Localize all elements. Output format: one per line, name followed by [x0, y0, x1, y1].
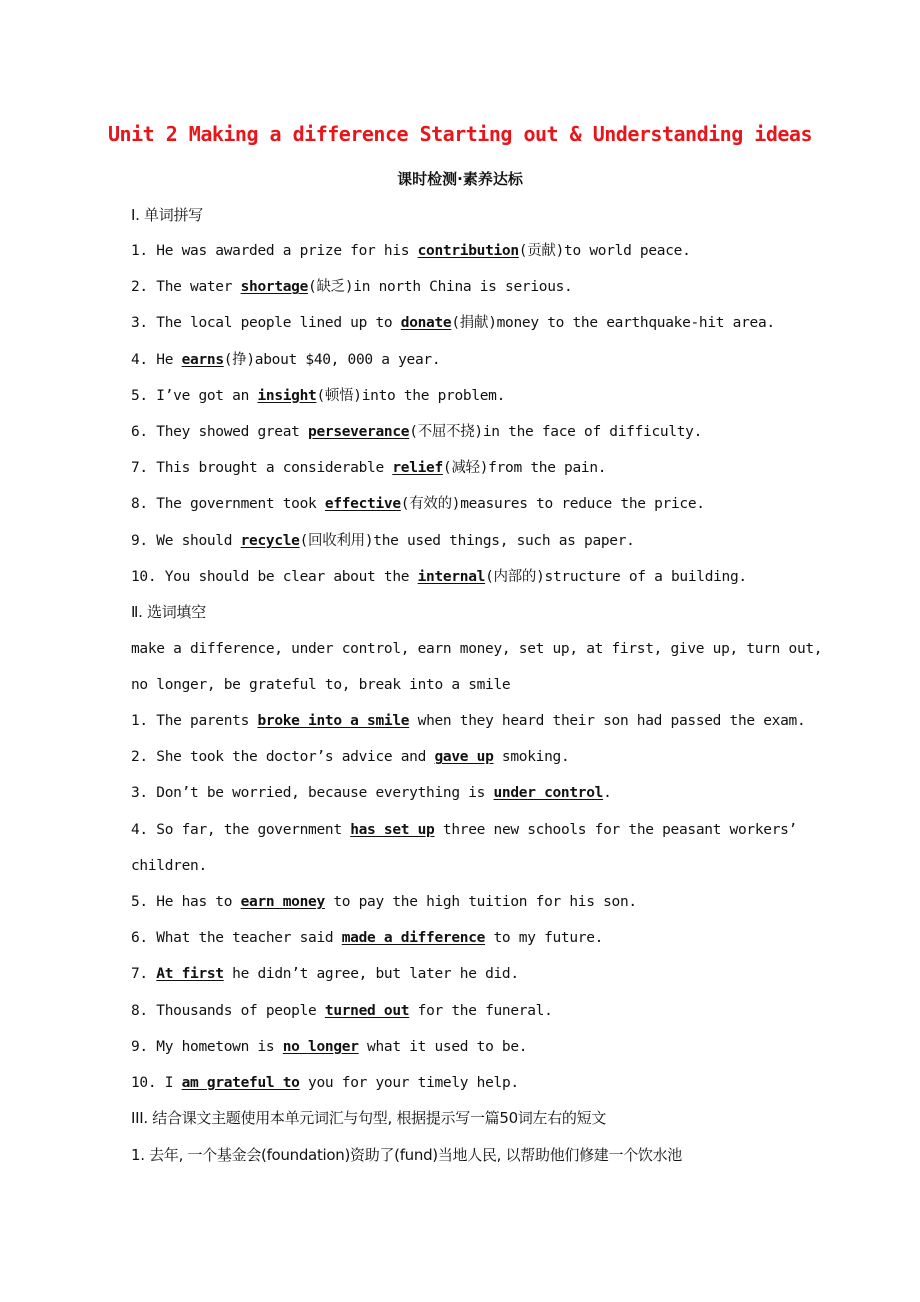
item-text: 6. They showed great [131, 424, 309, 440]
item-answer: donate [400, 315, 452, 332]
item-answer: has set up [350, 821, 435, 838]
section-2-item [131, 1073, 801, 1093]
item-text: for the funeral. [409, 1002, 553, 1019]
item-text: (缺乏)in north China is serious. [308, 279, 573, 296]
section-1-item [131, 567, 801, 587]
section-2-item [131, 783, 801, 803]
section-2-item [131, 711, 806, 731]
item-text: 1. He was awarded a prize for his [131, 243, 418, 259]
item-answer: earns [181, 351, 224, 368]
item-text: 3. The local people lined up to [131, 315, 401, 332]
item-text: 5. He has to [131, 894, 241, 910]
item-answer: broke into a smile [257, 713, 410, 729]
section-2-item [131, 747, 801, 767]
item-text: smoking. [493, 749, 570, 766]
section-1-item [131, 313, 801, 333]
word-bank-line-2: no longer, be grateful to, break into a smile [131, 677, 511, 693]
item-answer: relief [392, 460, 443, 477]
section-2-item [131, 964, 801, 984]
item-text: 10. You should be clear about the [131, 568, 418, 585]
item-text: 2. The water [131, 279, 241, 296]
item-text: 1. The parents [131, 713, 258, 729]
item-answer: am grateful to [181, 1075, 300, 1091]
item-answer: insight [257, 387, 317, 404]
section-1-item [131, 241, 801, 261]
item-text: 4. So far, the government [131, 821, 351, 838]
section-1-item [131, 531, 801, 551]
item-text: (减轻)from the pain. [442, 460, 607, 477]
item-text: three new schools for the peasant workers’ [434, 821, 797, 838]
item-text: . [603, 785, 612, 802]
item-answer: internal [417, 568, 486, 585]
section-1-item [131, 422, 801, 442]
section-3-heading: III. 结合课文主题使用本单元词汇与句型, 根据提示写一篇50词左右的短文 [131, 1109, 607, 1127]
page-title: Unit 2 Making a difference Starting out & Understanding ideas [107, 122, 812, 146]
item-text: you for your timely help. [299, 1075, 519, 1091]
item-text: (有效的)measures to reduce the price. [400, 496, 705, 513]
section-1-heading: Ⅰ. 单词拼写 [131, 206, 203, 224]
item-text: 8. The government took [131, 496, 325, 513]
item-text: 9. We should [131, 532, 241, 549]
item-answer: turned out [324, 1002, 410, 1019]
item-text: (内部的)structure of a building. [485, 568, 747, 585]
section-1-item [131, 350, 801, 370]
item-text: 3. Don’t be worried, because everything is [131, 785, 494, 802]
item-text: 6. What the teacher said [131, 930, 342, 947]
section-3-item-1: 1. 去年, 一个基金会(foundation)资助了(fund)当地人民, 以帮助他们修建一个饮水池 [131, 1146, 682, 1164]
section-2-item [131, 928, 801, 948]
item-answer: made a difference [341, 930, 486, 947]
page-subtitle: 课时检测·素养达标 [397, 170, 523, 188]
section-2-item [131, 1001, 801, 1021]
item-text: 2. She took the doctor’s advice and [131, 749, 435, 766]
item-text: to my future. [485, 930, 604, 947]
section-1-item [131, 458, 801, 478]
item-text: (不屈不挠)in the face of difficulty. [409, 424, 703, 440]
item-answer: recycle [240, 532, 300, 549]
item-text: 4. He [131, 351, 182, 368]
section-2-item [131, 820, 801, 840]
item-answer: effective [324, 496, 401, 513]
item-text: 10. I [131, 1075, 182, 1091]
item-text: he didn’t agree, but later he did. [223, 966, 519, 983]
item-text: children. [131, 857, 207, 874]
item-text: (捐献)money to the earthquake-hit area. [451, 315, 775, 332]
item-text: 7. This brought a considerable [131, 460, 393, 477]
item-answer: under control [493, 785, 604, 802]
section-2-heading: Ⅱ. 选词填空 [131, 603, 206, 621]
section-2-item [131, 856, 801, 876]
section-1-item [131, 494, 801, 514]
item-answer: earn money [240, 894, 325, 910]
item-text: (回收利用)the used things, such as paper. [299, 532, 635, 549]
item-text: to pay the high tuition for his son. [324, 894, 637, 910]
item-text: (贡献)to world peace. [518, 243, 691, 259]
item-answer: shortage [240, 279, 309, 296]
section-2-item [131, 1037, 801, 1057]
item-text: 7. [131, 966, 157, 983]
item-answer: gave up [434, 749, 494, 766]
item-answer: At first [156, 966, 224, 983]
item-text: 9. My hometown is [131, 1038, 283, 1055]
item-text: 5. I’ve got an [131, 387, 258, 404]
item-text: 8. Thousands of people [131, 1002, 325, 1019]
item-text: what it used to be. [358, 1038, 528, 1055]
item-answer: contribution [417, 243, 519, 259]
item-answer: perseverance [308, 424, 410, 440]
section-1-item [131, 277, 801, 297]
word-bank-line-1: make a difference, under control, earn money, set up, at first, give up, turn out, [131, 641, 823, 657]
item-text: when they heard their son had passed the exam. [409, 713, 806, 729]
item-answer: no longer [282, 1038, 359, 1055]
item-text: (顿悟)into the problem. [316, 387, 506, 404]
section-2-item [131, 892, 801, 912]
item-text: (挣)about $40, 000 a year. [223, 351, 441, 368]
section-1-item [131, 386, 801, 406]
